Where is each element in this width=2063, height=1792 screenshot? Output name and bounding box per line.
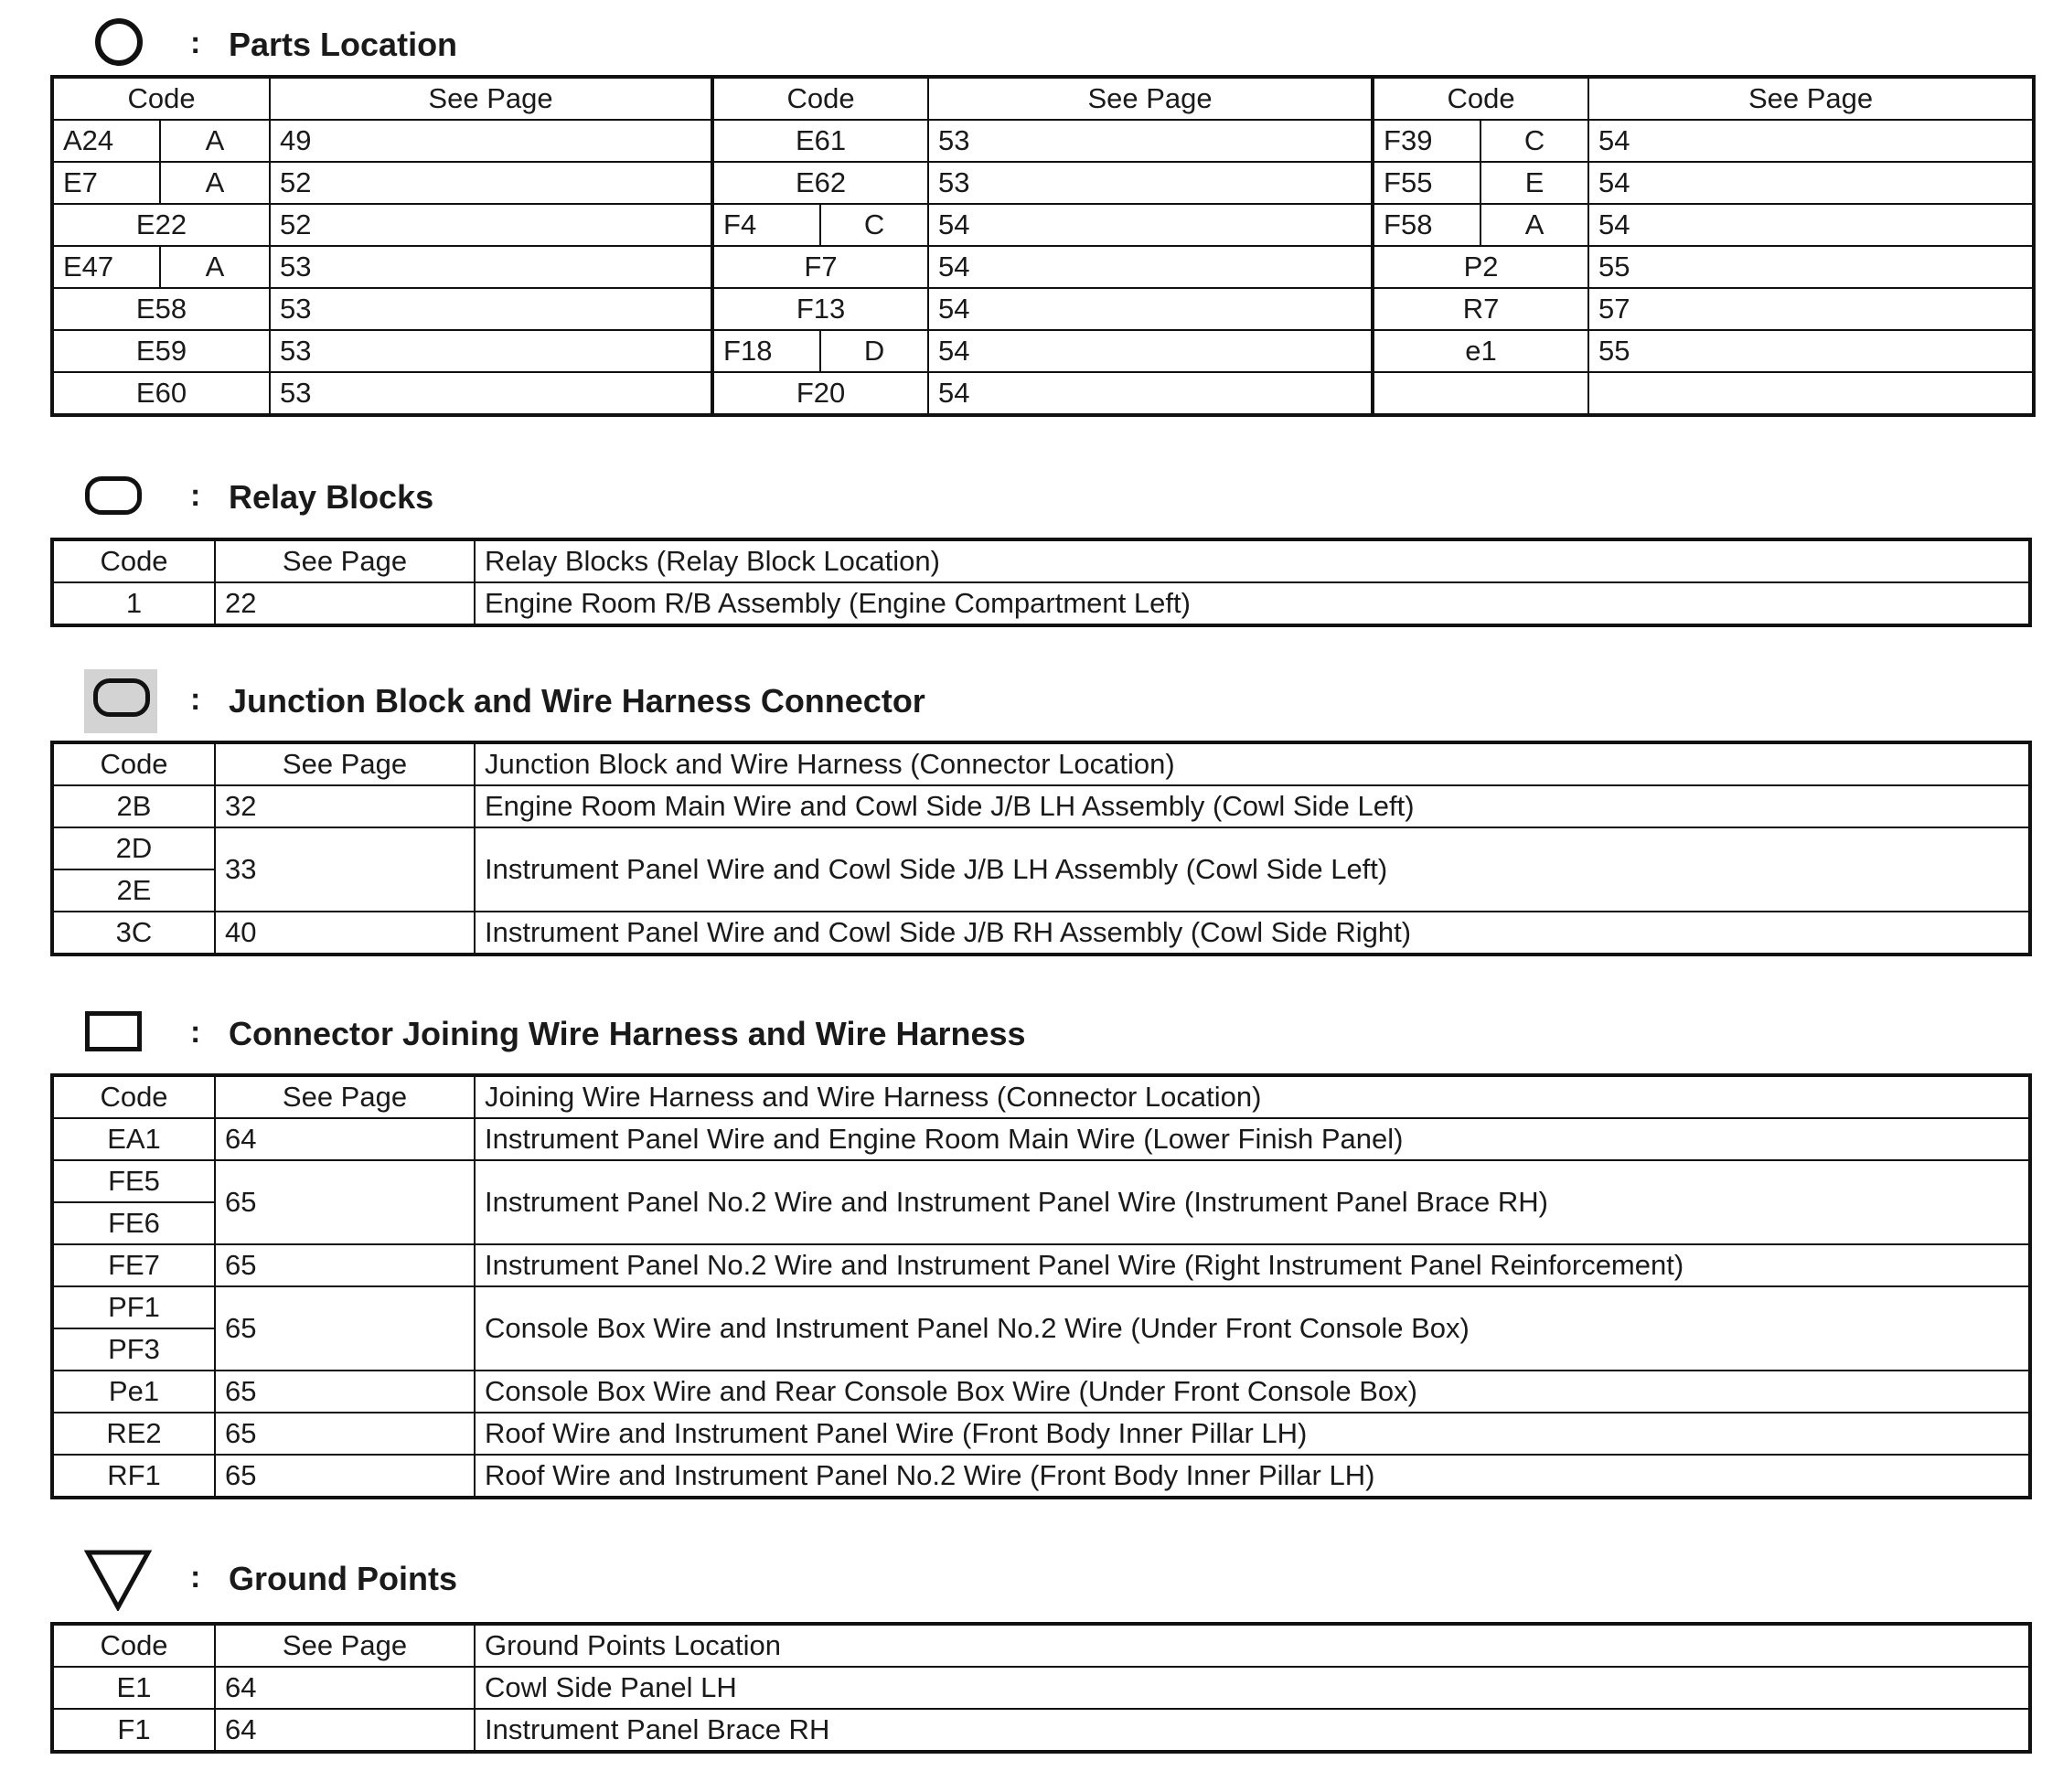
see-page-value: 57: [1588, 288, 2034, 330]
description-header: Joining Wire Harness and Wire Harness (Connector Location): [475, 1075, 2030, 1118]
ground-points-table: [50, 1622, 2032, 1754]
part-code: E59: [52, 330, 270, 372]
section-title: Connector Joining Wire Harness and Wire Harness: [229, 1015, 1026, 1052]
table-row: [52, 1244, 2030, 1286]
see-page-value: 52: [270, 162, 712, 204]
code-value: PF1: [52, 1286, 215, 1328]
see-page-value: 54: [928, 372, 1373, 415]
circle-icon: [82, 18, 165, 73]
code-value: FE6: [52, 1202, 215, 1244]
see-page-value: 65: [215, 1413, 475, 1455]
description-value: Engine Room Main Wire and Cowl Side J/B LH Assembly (Cowl Side Left): [475, 785, 2030, 827]
see-page-value: 54: [928, 288, 1373, 330]
part-code: [1373, 372, 1588, 415]
see-page-header: See Page: [270, 77, 712, 120]
code-value: 1: [52, 582, 215, 625]
see-page-value: 55: [1588, 246, 2034, 288]
part-code-sub: C: [1480, 120, 1588, 162]
description-value: Console Box Wire and Rear Console Box Wire (Under Front Console Box): [475, 1371, 2030, 1413]
heading-colon: :: [190, 26, 201, 60]
section-title: Parts Location: [229, 26, 458, 63]
code-value: Pe1: [52, 1371, 215, 1413]
see-page-header: See Page: [215, 1624, 475, 1667]
code-value: FE5: [52, 1160, 215, 1202]
see-page-value: 32: [215, 785, 475, 827]
description-value: Instrument Panel Wire and Engine Room Main Wire (Lower Finish Panel): [475, 1118, 2030, 1160]
see-page-value: 49: [270, 120, 712, 162]
see-page-value: 40: [215, 912, 475, 955]
part-code-sub: E: [1480, 162, 1588, 204]
code-value: 2B: [52, 785, 215, 827]
code-header: Code: [52, 1075, 215, 1118]
table-row: [52, 785, 2030, 827]
table-row: [52, 1118, 2030, 1160]
table-row: [52, 1455, 2030, 1498]
see-page-value: 64: [215, 1667, 475, 1709]
see-page-value: 54: [928, 246, 1373, 288]
see-page-value: 53: [270, 372, 712, 415]
part-code: F20: [712, 372, 928, 415]
see-page-value: 53: [928, 162, 1373, 204]
part-code: F4: [712, 204, 820, 246]
part-code-sub: A: [160, 162, 270, 204]
connector-joining-table: [50, 1073, 2032, 1499]
table-row: [52, 912, 2030, 955]
parts-location-table: [50, 75, 2036, 417]
table-header-row: [52, 77, 2034, 120]
part-code-sub: A: [160, 246, 270, 288]
part-code: E7: [52, 162, 160, 204]
part-code: F13: [712, 288, 928, 330]
part-code: A24: [52, 120, 160, 162]
table-header-row: [52, 539, 2030, 582]
see-page-value: 54: [1588, 120, 2034, 162]
see-page-value: 65: [215, 1371, 475, 1413]
see-page-value: 53: [270, 246, 712, 288]
oval-icon: [82, 471, 165, 526]
description-header: Relay Blocks (Relay Block Location): [475, 539, 2030, 582]
description-header: Junction Block and Wire Harness (Connector Location): [475, 742, 2030, 785]
see-page-value: 53: [270, 288, 712, 330]
see-page-header: See Page: [215, 539, 475, 582]
see-page-value: 53: [270, 330, 712, 372]
code-value: RF1: [52, 1455, 215, 1498]
see-page-value: 54: [928, 204, 1373, 246]
table-row: [52, 288, 2034, 330]
description-value: Instrument Panel No.2 Wire and Instrument Panel Wire (Right Instrument Panel Reinforcement): [475, 1244, 2030, 1286]
code-value: PF3: [52, 1328, 215, 1371]
parts-location-heading: [82, 18, 2003, 73]
part-code: E47: [52, 246, 160, 288]
part-code: F58: [1373, 204, 1480, 246]
table-row: [52, 120, 2034, 162]
part-code: E58: [52, 288, 270, 330]
description-value: Engine Room R/B Assembly (Engine Compartment Left): [475, 582, 2030, 625]
table-row: [52, 1286, 2030, 1328]
description-value: Cowl Side Panel LH: [475, 1667, 2030, 1709]
table-row: [52, 1667, 2030, 1709]
junction-block-heading: [82, 675, 2003, 730]
part-code-sub: C: [820, 204, 928, 246]
description-value: Instrument Panel Wire and Cowl Side J/B LH Assembly (Cowl Side Left): [475, 827, 2030, 912]
shaded-oval-icon: [82, 675, 165, 730]
code-header: Code: [52, 539, 215, 582]
see-page-value: 64: [215, 1709, 475, 1752]
part-code-sub: A: [160, 120, 270, 162]
see-page-header: See Page: [215, 742, 475, 785]
see-page-value: 54: [1588, 162, 2034, 204]
description-header: Ground Points Location: [475, 1624, 2030, 1667]
description-value: Console Box Wire and Instrument Panel No.2 Wire (Under Front Console Box): [475, 1286, 2030, 1371]
part-code: E62: [712, 162, 928, 204]
see-page-value: 53: [928, 120, 1373, 162]
relay-blocks-heading: [82, 471, 2003, 526]
code-header: Code: [712, 77, 928, 120]
heading-colon: :: [190, 478, 201, 513]
see-page-value: 33: [215, 827, 475, 912]
see-page-value: 54: [1588, 204, 2034, 246]
description-value: Instrument Panel Wire and Cowl Side J/B RH Assembly (Cowl Side Right): [475, 912, 2030, 955]
heading-colon: :: [190, 1560, 201, 1595]
description-value: Instrument Panel No.2 Wire and Instrument Panel Wire (Instrument Panel Brace RH): [475, 1160, 2030, 1244]
part-code: F55: [1373, 162, 1480, 204]
table-row: [52, 246, 2034, 288]
table-row: [52, 1371, 2030, 1413]
table-row: [52, 330, 2034, 372]
description-value: Roof Wire and Instrument Panel No.2 Wire (Front Body Inner Pillar LH): [475, 1455, 2030, 1498]
part-code-sub: D: [820, 330, 928, 372]
table-row: [52, 1160, 2030, 1202]
part-code: F18: [712, 330, 820, 372]
see-page-header: See Page: [928, 77, 1373, 120]
code-header: Code: [52, 1624, 215, 1667]
part-code-sub: A: [1480, 204, 1588, 246]
code-header: Code: [52, 77, 270, 120]
table-row: [52, 204, 2034, 246]
part-code: F7: [712, 246, 928, 288]
code-value: 2D: [52, 827, 215, 869]
code-value: FE7: [52, 1244, 215, 1286]
code-value: EA1: [52, 1118, 215, 1160]
code-value: E1: [52, 1667, 215, 1709]
part-code: E61: [712, 120, 928, 162]
table-row: [52, 582, 2030, 625]
table-row: [52, 1709, 2030, 1752]
description-value: Roof Wire and Instrument Panel Wire (Front Body Inner Pillar LH): [475, 1413, 2030, 1455]
see-page-value: 22: [215, 582, 475, 625]
see-page-value: [1588, 372, 2034, 415]
see-page-value: 52: [270, 204, 712, 246]
table-header-row: [52, 742, 2030, 785]
ground-points-heading: [82, 1552, 2003, 1607]
see-page-value: 55: [1588, 330, 2034, 372]
part-code: F39: [1373, 120, 1480, 162]
see-page-header: See Page: [215, 1075, 475, 1118]
see-page-value: 65: [215, 1244, 475, 1286]
code-value: 3C: [52, 912, 215, 955]
description-value: Instrument Panel Brace RH: [475, 1709, 2030, 1752]
part-code: E22: [52, 204, 270, 246]
part-code: P2: [1373, 246, 1588, 288]
code-header: Code: [52, 742, 215, 785]
see-page-header: See Page: [1588, 77, 2034, 120]
table-header-row: [52, 1624, 2030, 1667]
table-row: [52, 1413, 2030, 1455]
see-page-value: 65: [215, 1160, 475, 1244]
see-page-value: 65: [215, 1286, 475, 1371]
table-row: [52, 827, 2030, 869]
triangle-down-icon: [82, 1552, 165, 1607]
part-code: E60: [52, 372, 270, 415]
connector-joining-heading: [82, 1008, 2003, 1062]
code-value: RE2: [52, 1413, 215, 1455]
relay-blocks-table: [50, 538, 2032, 627]
see-page-value: 64: [215, 1118, 475, 1160]
section-title: Relay Blocks: [229, 478, 434, 516]
rectangle-icon: [82, 1008, 165, 1062]
code-value: F1: [52, 1709, 215, 1752]
heading-colon: :: [190, 1015, 201, 1050]
see-page-value: 65: [215, 1455, 475, 1498]
section-title: Ground Points: [229, 1560, 457, 1597]
table-row: [52, 372, 2034, 415]
part-code: R7: [1373, 288, 1588, 330]
table-row: [52, 162, 2034, 204]
part-code: e1: [1373, 330, 1588, 372]
section-title: Junction Block and Wire Harness Connector: [229, 682, 925, 720]
table-header-row: [52, 1075, 2030, 1118]
code-value: 2E: [52, 869, 215, 912]
code-header: Code: [1373, 77, 1588, 120]
heading-colon: :: [190, 682, 201, 717]
see-page-value: 54: [928, 330, 1373, 372]
junction-block-table: [50, 741, 2032, 956]
